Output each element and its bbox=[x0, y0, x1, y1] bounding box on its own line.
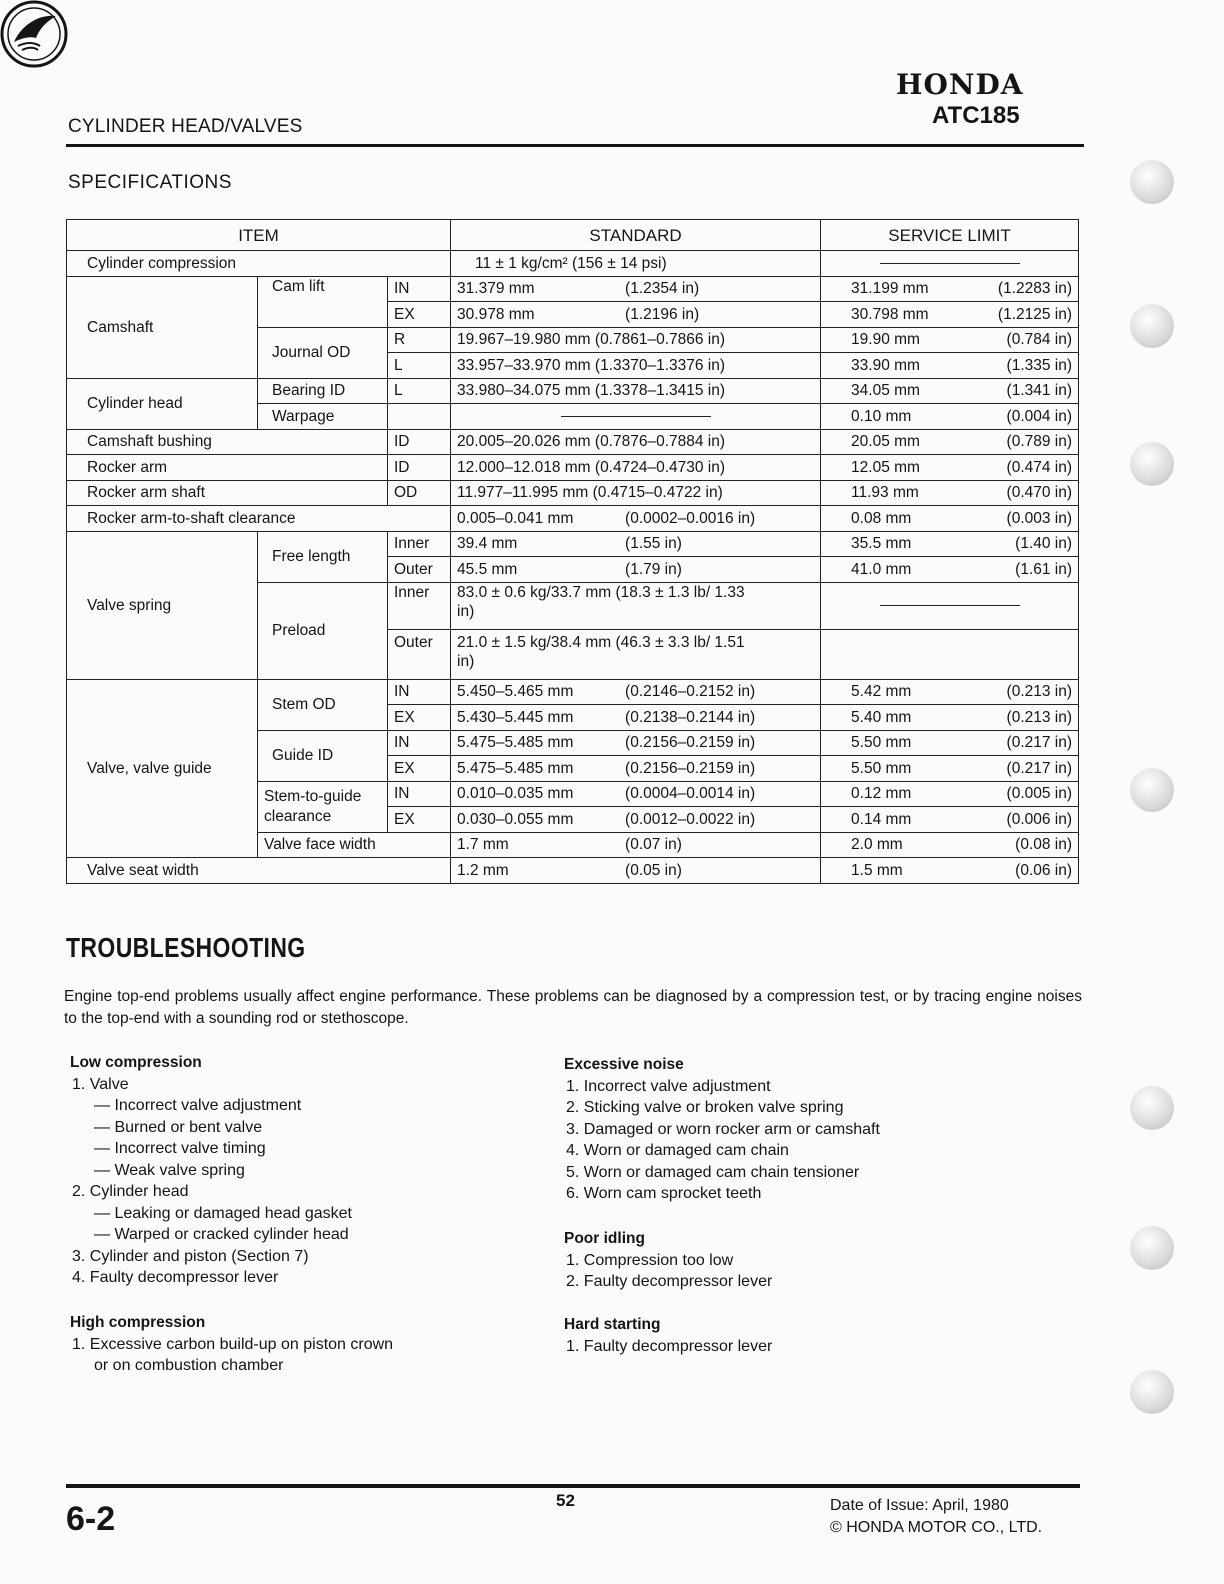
service-limit-value: 2.0 mm (0.08 in) bbox=[821, 832, 1079, 858]
subitem-label: Guide ID bbox=[258, 730, 388, 781]
hard-starting-block bbox=[564, 1314, 772, 1357]
brand-name: HONDA bbox=[896, 68, 1024, 101]
standard-value: 0.030–0.055 mm (0.0012–0.0022 in) bbox=[451, 807, 821, 833]
section-title: CYLINDER HEAD/VALVES bbox=[68, 116, 303, 137]
subitem-label: Preload bbox=[258, 582, 388, 679]
service-limit-value: 12.05 mm (0.474 in) bbox=[821, 455, 1079, 481]
tag: L bbox=[388, 378, 451, 404]
service-limit-value: 33.90 mm (1.335 in) bbox=[821, 353, 1079, 379]
standard-value: 33.957–33.970 mm (1.3370–1.3376 in) bbox=[451, 353, 821, 379]
table-header-row bbox=[67, 220, 1079, 251]
list-item: 2. Faulty decompressor lever bbox=[566, 1273, 773, 1290]
subitem-label: Journal OD bbox=[258, 327, 388, 378]
no-value-line bbox=[880, 605, 1020, 606]
block-title: Excessive noise bbox=[564, 1056, 684, 1073]
tag: IN bbox=[388, 730, 451, 756]
tag: ID bbox=[388, 429, 451, 455]
list-item: — Incorrect valve adjustment bbox=[94, 1097, 302, 1114]
standard-value: 0.005–0.041 mm (0.0002–0.0016 in) bbox=[451, 506, 821, 532]
group-label: Valve, valve guide bbox=[67, 679, 258, 858]
item-label: Rocker arm-to-shaft clearance bbox=[67, 506, 451, 532]
item-label: Valve seat width bbox=[67, 858, 451, 884]
service-limit-value: 31.199 mm (1.2283 in) bbox=[821, 276, 1079, 302]
block-title: Low compression bbox=[70, 1054, 202, 1071]
standard-value: 31.379 mm (1.2354 in) bbox=[451, 276, 821, 302]
header-rule bbox=[66, 144, 1084, 147]
high-compression-block bbox=[70, 1312, 393, 1377]
list-item: 3. Damaged or worn rocker arm or camshaft bbox=[566, 1120, 880, 1138]
list-item: 1. Faulty decompressor lever bbox=[566, 1337, 773, 1355]
standard-value: 83.0 ± 0.6 kg/33.7 mm (18.3 ± 1.3 lb/ 1.33 in) bbox=[451, 582, 821, 629]
standard-value: 0.010–0.035 mm (0.0004–0.0014 in) bbox=[451, 781, 821, 807]
table-row bbox=[67, 455, 1079, 481]
service-limit-value: 19.90 mm (0.784 in) bbox=[821, 327, 1079, 353]
standard-value: 39.4 mm (1.55 in) bbox=[451, 531, 821, 557]
tag: Inner bbox=[388, 582, 451, 629]
tag: Outer bbox=[388, 629, 451, 679]
tag bbox=[388, 404, 451, 430]
binder-hole bbox=[1130, 1226, 1174, 1270]
block-title: High compression bbox=[70, 1314, 206, 1331]
service-limit-value: 5.40 mm (0.213 in) bbox=[821, 705, 1079, 731]
tag: EX bbox=[388, 705, 451, 731]
standard-value: 11.977–11.995 mm (0.4715–0.4722 in) bbox=[451, 480, 821, 506]
binder-hole bbox=[1130, 304, 1174, 348]
block-title: Poor idling bbox=[564, 1230, 645, 1247]
service-limit-value: 30.798 mm (1.2125 in) bbox=[821, 302, 1079, 328]
page-code: 6-2 bbox=[66, 1500, 116, 1538]
standard-value: 20.005–20.026 mm (0.7876–0.7884 in) bbox=[451, 429, 821, 455]
service-limit-value: 41.0 mm (1.61 in) bbox=[821, 557, 1079, 583]
subitem-label: Warpage bbox=[258, 404, 388, 430]
item-label: Rocker arm shaft bbox=[67, 480, 388, 506]
service-limit-value: 0.12 mm (0.005 in) bbox=[821, 781, 1079, 807]
tag: R bbox=[388, 327, 451, 353]
binder-hole bbox=[1130, 1086, 1174, 1130]
group-label: Valve spring bbox=[67, 531, 258, 679]
service-limit-value: 0.10 mm (0.004 in) bbox=[821, 404, 1079, 430]
binder-hole bbox=[1130, 1370, 1174, 1414]
list-item: — Warped or cracked cylinder head bbox=[94, 1226, 349, 1243]
standard-value: 12.000–12.018 mm (0.4724–0.4730 in) bbox=[451, 455, 821, 481]
list-item: 1. Incorrect valve adjustment bbox=[566, 1077, 771, 1095]
service-limit-value: 20.05 mm (0.789 in) bbox=[821, 429, 1079, 455]
table-row bbox=[67, 251, 1079, 277]
tag: IN bbox=[388, 781, 451, 807]
list-item: 1. Valve bbox=[72, 1075, 129, 1093]
tag: OD bbox=[388, 480, 451, 506]
subitem-label: Stem-to-guide clearance bbox=[258, 781, 388, 832]
standard-value: 5.450–5.465 mm (0.2146–0.2152 in) bbox=[451, 679, 821, 705]
list-item: 1. Compression too low bbox=[566, 1251, 734, 1269]
table-row bbox=[67, 858, 1079, 884]
item-label: Rocker arm bbox=[67, 455, 388, 481]
table-row bbox=[67, 506, 1079, 532]
table-row bbox=[67, 276, 1079, 302]
service-limit-value: 0.08 mm (0.003 in) bbox=[821, 506, 1079, 532]
page-number: 52 bbox=[556, 1491, 575, 1510]
standard-value: 5.475–5.485 mm (0.2156–0.2159 in) bbox=[451, 756, 821, 782]
table-row bbox=[67, 531, 1079, 557]
service-limit-value: 0.14 mm (0.006 in) bbox=[821, 807, 1079, 833]
binder-hole bbox=[1130, 442, 1174, 486]
block-title: Hard starting bbox=[564, 1316, 661, 1333]
list-item: or on combustion chamber bbox=[94, 1357, 284, 1374]
list-item: — Incorrect valve timing bbox=[94, 1140, 266, 1157]
standard-value: 33.980–34.075 mm (1.3378–1.3415 in) bbox=[451, 378, 821, 404]
list-item: — Leaking or damaged head gasket bbox=[94, 1204, 352, 1222]
list-item: — Burned or bent valve bbox=[94, 1118, 263, 1136]
service-limit-value bbox=[821, 629, 1079, 679]
subitem-label: Stem OD bbox=[258, 679, 388, 730]
standard-value: 1.2 mm (0.05 in) bbox=[451, 858, 821, 884]
tag: EX bbox=[388, 756, 451, 782]
item-label: Cylinder compression bbox=[67, 251, 451, 277]
list-item: 4. Worn or damaged cam chain bbox=[566, 1142, 789, 1159]
tag: EX bbox=[388, 807, 451, 833]
honda-wing-logo bbox=[0, 0, 68, 68]
subitem-label: Cam lift bbox=[258, 276, 388, 327]
table-row bbox=[67, 679, 1079, 705]
list-item: 4. Faulty decompressor lever bbox=[72, 1269, 279, 1286]
standard-value: 19.967–19.980 mm (0.7861–0.7866 in) bbox=[451, 327, 821, 353]
column-header-item: ITEM bbox=[67, 220, 451, 251]
binder-hole bbox=[1130, 768, 1174, 812]
column-header-service-limit: SERVICE LIMIT bbox=[821, 220, 1079, 251]
troubleshooting-heading: TROUBLESHOOTING bbox=[66, 932, 306, 963]
specifications-table bbox=[66, 219, 1079, 884]
standard-value: 1.7 mm (0.07 in) bbox=[451, 832, 821, 858]
service-limit-value: 11.93 mm (0.470 in) bbox=[821, 480, 1079, 506]
standard-value bbox=[451, 404, 821, 430]
table-row bbox=[67, 480, 1079, 506]
binder-hole bbox=[1130, 160, 1174, 204]
standard-value: 5.430–5.445 mm (0.2138–0.2144 in) bbox=[451, 705, 821, 731]
standard-value: 45.5 mm (1.79 in) bbox=[451, 557, 821, 583]
no-value-line bbox=[880, 263, 1020, 264]
tag: Outer bbox=[388, 557, 451, 583]
subitem-label: Valve face width bbox=[258, 832, 451, 858]
table-row bbox=[67, 429, 1079, 455]
service-limit-value: 35.5 mm (1.40 in) bbox=[821, 531, 1079, 557]
group-label: Camshaft bbox=[67, 276, 258, 378]
tag: IN bbox=[388, 679, 451, 705]
standard-value: 21.0 ± 1.5 kg/38.4 mm (46.3 ± 3.3 lb/ 1.51 in) bbox=[451, 629, 821, 679]
service-limit-value: 5.50 mm (0.217 in) bbox=[821, 756, 1079, 782]
column-header-standard: STANDARD bbox=[451, 220, 821, 251]
tag: EX bbox=[388, 302, 451, 328]
subitem-label: Bearing ID bbox=[258, 378, 388, 404]
list-item: 2. Sticking valve or broken valve spring bbox=[566, 1099, 844, 1116]
copyright: © HONDA MOTOR CO., LTD. bbox=[830, 1519, 1043, 1536]
service-limit-value bbox=[821, 582, 1079, 629]
standard-value: 30.978 mm (1.2196 in) bbox=[451, 302, 821, 328]
low-compression-block bbox=[70, 1052, 352, 1289]
standard-value: 5.475–5.485 mm (0.2156–0.2159 in) bbox=[451, 730, 821, 756]
list-item: 5. Worn or damaged cam chain tensioner bbox=[566, 1163, 860, 1181]
table-row bbox=[67, 378, 1079, 404]
troubleshooting-intro: Engine top-end problems usually affect engine performance. These problems can be diagnosed by a compression test, or by tracing engine noises to the top-end with a sounding rod or stethoscope. bbox=[64, 988, 1082, 1027]
excessive-noise-block bbox=[564, 1054, 880, 1205]
service-limit-value: 34.05 mm (1.341 in) bbox=[821, 378, 1079, 404]
list-item: 6. Worn cam sprocket teeth bbox=[566, 1185, 762, 1202]
service-limit-value: 5.50 mm (0.217 in) bbox=[821, 730, 1079, 756]
tag: L bbox=[388, 353, 451, 379]
list-item: 2. Cylinder head bbox=[72, 1183, 189, 1200]
tag: ID bbox=[388, 455, 451, 481]
service-limit-value: 1.5 mm (0.06 in) bbox=[821, 858, 1079, 884]
tag: Inner bbox=[388, 531, 451, 557]
list-item: — Weak valve spring bbox=[94, 1161, 245, 1179]
item-label: Camshaft bushing bbox=[67, 429, 388, 455]
poor-idling-block bbox=[564, 1228, 772, 1293]
specifications-heading: SPECIFICATIONS bbox=[68, 172, 232, 193]
group-label: Cylinder head bbox=[67, 378, 258, 429]
list-item: 1. Excessive carbon build-up on piston crown bbox=[72, 1335, 394, 1353]
service-limit-value bbox=[821, 251, 1079, 277]
list-item: 3. Cylinder and piston (Section 7) bbox=[72, 1247, 309, 1265]
issue-date: Date of Issue: April, 1980 bbox=[830, 1497, 1009, 1514]
subitem-label: Free length bbox=[258, 531, 388, 582]
tag: IN bbox=[388, 276, 451, 302]
standard-value: 11 ± 1 kg/cm² (156 ± 14 psi) bbox=[451, 251, 821, 277]
model-name: ATC185 bbox=[932, 102, 1020, 129]
service-limit-value: 5.42 mm (0.213 in) bbox=[821, 679, 1079, 705]
no-value-line bbox=[561, 416, 711, 417]
footer-rule bbox=[66, 1484, 1080, 1488]
